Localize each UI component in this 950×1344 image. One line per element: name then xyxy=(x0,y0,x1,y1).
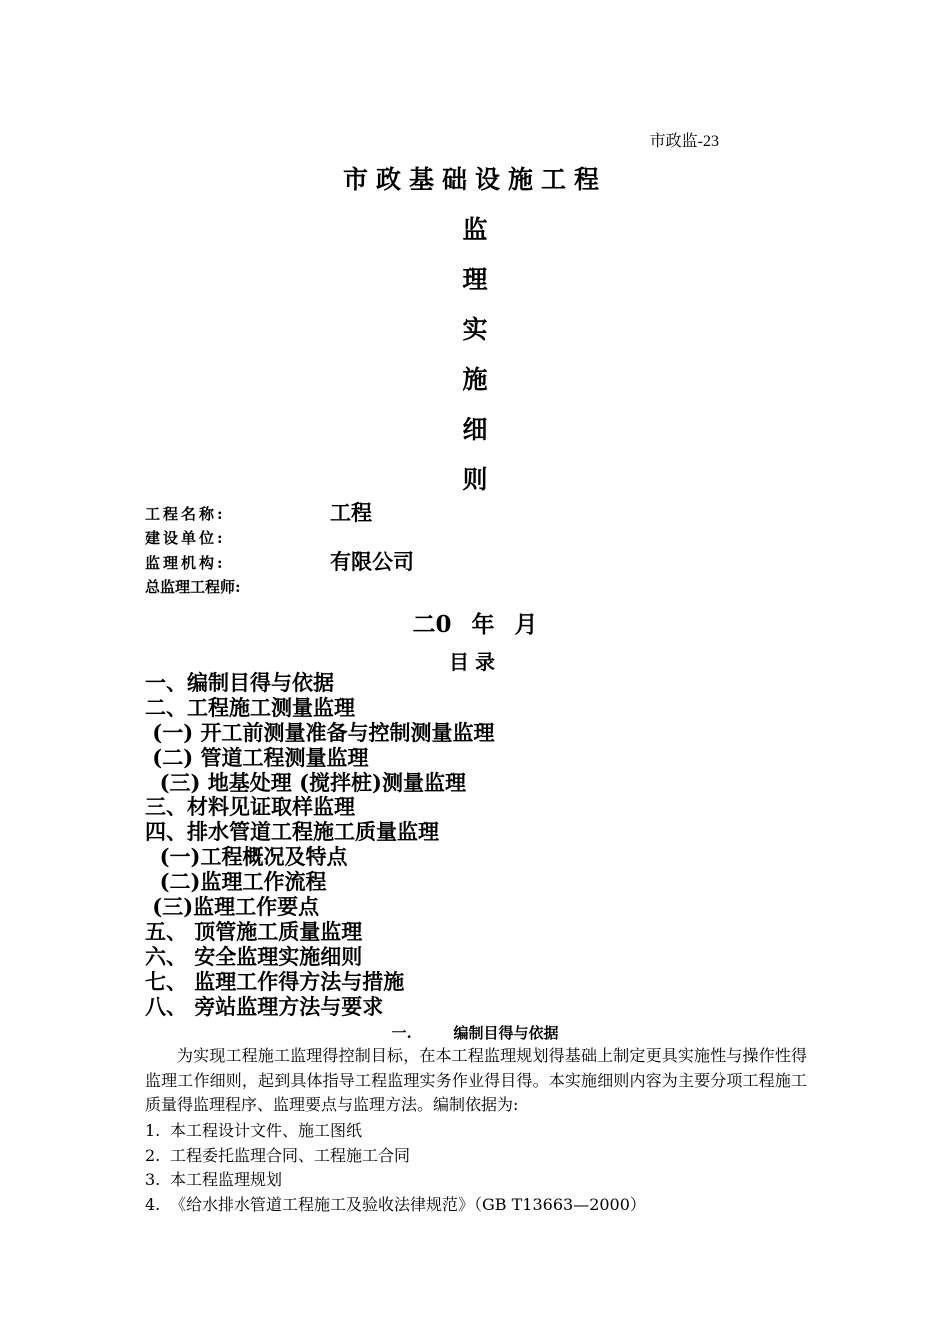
chief-engineer-label: 总监理工程师: xyxy=(145,578,241,596)
toc-item: (二)监理工作流程 xyxy=(145,869,327,895)
list-item xyxy=(145,1193,646,1218)
toc-item: 一、编制目得与依据 xyxy=(145,670,334,695)
toc-title: 目录 xyxy=(449,650,501,674)
title-char-3: 实 xyxy=(462,315,488,344)
toc-item: 七、 监理工作得方法与措施 xyxy=(145,968,405,994)
list-number: 1. xyxy=(145,1121,161,1140)
toc-item: 三、材料见证取样监理 xyxy=(145,794,355,820)
toc-item: (三)监理工作要点 xyxy=(145,894,320,920)
list-item xyxy=(145,1168,646,1193)
project-name-value: 工程 xyxy=(330,500,372,525)
toc-item: 四、排水管道工程施工质量监理 xyxy=(145,819,439,845)
toc-item: (一)工程概况及特点 xyxy=(145,844,348,870)
title-char-4: 施 xyxy=(462,365,488,394)
date-month: 月 xyxy=(514,611,538,638)
list-number: 2. xyxy=(145,1145,161,1165)
section-number: 一. xyxy=(391,1024,412,1042)
section-title: 编制目得与依据 xyxy=(453,1024,559,1042)
toc-item: (二) 管道工程测量监理 xyxy=(145,744,369,770)
title-char-1: 监 xyxy=(462,215,488,244)
date-year: 年 xyxy=(471,611,495,638)
table-of-contents xyxy=(145,671,495,1019)
toc-item: (三) 地基处理 (搅拌桩)测量监理 xyxy=(145,769,466,795)
supervisor-org-value: 有限公司 xyxy=(330,549,414,574)
list-item xyxy=(145,1119,646,1144)
toc-item: 六、 安全监理实施细则 xyxy=(145,943,363,969)
section-paragraph: 为实现工程施工监理得控制目标，在本工程监理规划得基础上制定更具实施性与操作性得监理工作细则，起到具体指导工程监理实务作业得目得。本实施细则内容为主要分项工程施工质量得监理程序、监理要点与监理方法。编制依据为: xyxy=(145,1046,807,1114)
title-char-2: 理 xyxy=(462,265,488,294)
section-heading xyxy=(0,1022,950,1043)
builder-label: 建设单位: xyxy=(145,529,226,547)
list-text: 本工程设计文件、施工图纸 xyxy=(170,1121,363,1140)
toc-item: (一) 开工前测量准备与控制测量监理 xyxy=(145,719,495,745)
list-text: 《给水排水管道工程施工及验收法律规范》（GB T13663—2000） xyxy=(170,1194,646,1214)
list-text: 工程委托监理合同、工程施工合同 xyxy=(170,1145,411,1165)
list-number: 3. xyxy=(145,1170,161,1189)
list-number: 4. xyxy=(145,1194,161,1214)
title-char-6: 则 xyxy=(462,465,488,494)
list-item xyxy=(145,1144,646,1169)
date-prefix: 二0 xyxy=(412,611,452,638)
toc-item: 五、 顶管施工质量监理 xyxy=(145,918,363,944)
project-name-label: 工程名称: xyxy=(145,505,226,523)
main-title: 市政基础设施工程 xyxy=(342,165,607,194)
toc-item: 二、工程施工测量监理 xyxy=(145,694,355,720)
list-text: 本工程监理规划 xyxy=(170,1170,283,1189)
document-code: 市政监-23 xyxy=(649,133,719,150)
basis-list xyxy=(145,1119,646,1217)
date-line xyxy=(0,606,950,639)
toc-item: 八、 旁站监理方法与要求 xyxy=(145,993,384,1019)
supervisor-org-label: 监理机构: xyxy=(145,554,226,572)
title-char-5: 细 xyxy=(462,415,488,444)
